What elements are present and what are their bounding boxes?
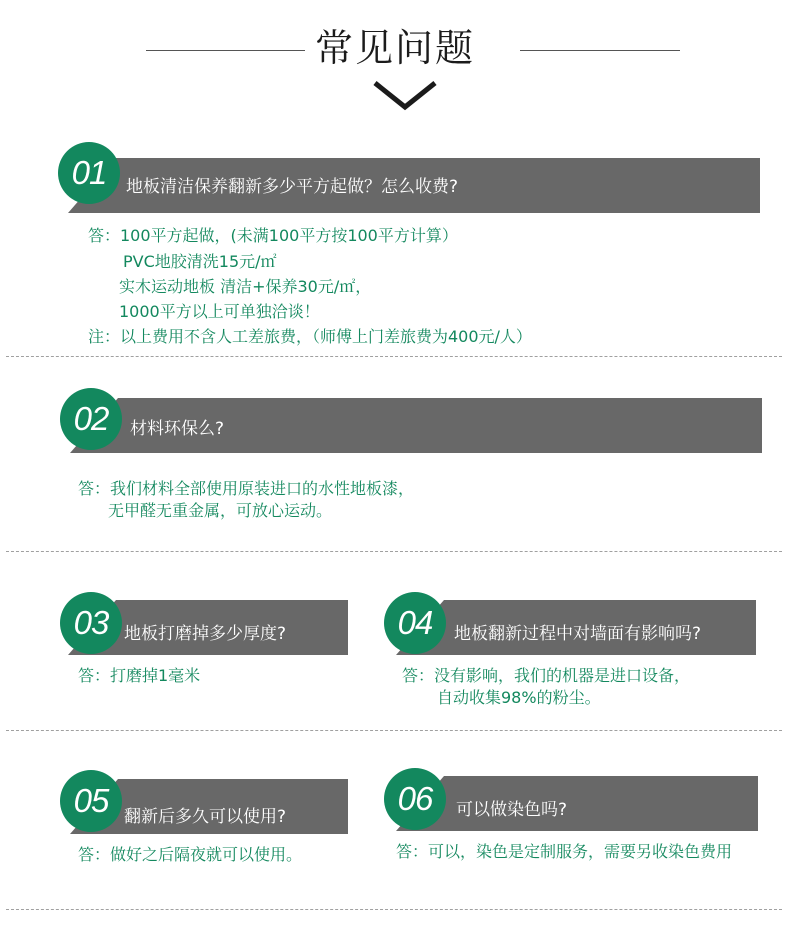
number-badge: 01	[58, 142, 120, 204]
answer-line: 答：我们材料全部使用原装进口的水性地板漆，	[78, 479, 415, 498]
answer-line: 答：没有影响，我们的机器是进口设备，	[402, 666, 691, 685]
divider	[6, 356, 782, 357]
divider	[6, 551, 782, 552]
question-text: 翻新后多久可以使用?	[124, 807, 287, 827]
chevron-down-icon	[372, 80, 438, 112]
answer-line: PVC地胶清洗15元/㎡	[123, 252, 277, 271]
number-badge: 06	[384, 768, 446, 830]
divider	[6, 730, 782, 731]
answer-line: 无甲醛无重金属，可放心运动。	[108, 501, 333, 520]
question-text: 材料环保么?	[130, 419, 225, 439]
answer-line: 答：100平方起做，(未满100平方按100平方计算）	[88, 226, 458, 245]
question-text: 地板翻新过程中对墙面有影响吗?	[454, 624, 702, 644]
title-line-right	[520, 50, 680, 51]
answer-line: 实木运动地板 清洁+保养30元/㎡，	[119, 277, 372, 296]
page-title: 常见问题	[314, 26, 475, 70]
question-text: 地板打磨掉多少厚度?	[124, 624, 287, 644]
divider	[6, 909, 782, 910]
question-text: 地板清洁保养翻新多少平方起做？怎么收费?	[126, 177, 459, 197]
question-text: 可以做染色吗?	[456, 800, 568, 820]
number-badge: 02	[60, 388, 122, 450]
answer-note: 注：以上费用不含人工差旅费，（师傅上门差旅费为400元/人）	[88, 327, 532, 346]
number-badge: 05	[60, 770, 122, 832]
number-badge: 04	[384, 592, 446, 654]
answer-line: 答：打磨掉1毫米	[78, 666, 201, 685]
question-bar	[396, 776, 758, 831]
answer-line: 自动收集98%的粉尘。	[437, 688, 601, 707]
number-badge: 03	[60, 592, 122, 654]
answer-line: 1000平方以上可单独洽谈！	[119, 302, 320, 321]
answer-line: 答：可以，染色是定制服务，需要另收染色费用	[396, 842, 733, 861]
answer-line: 答：做好之后隔夜就可以使用。	[78, 845, 303, 864]
